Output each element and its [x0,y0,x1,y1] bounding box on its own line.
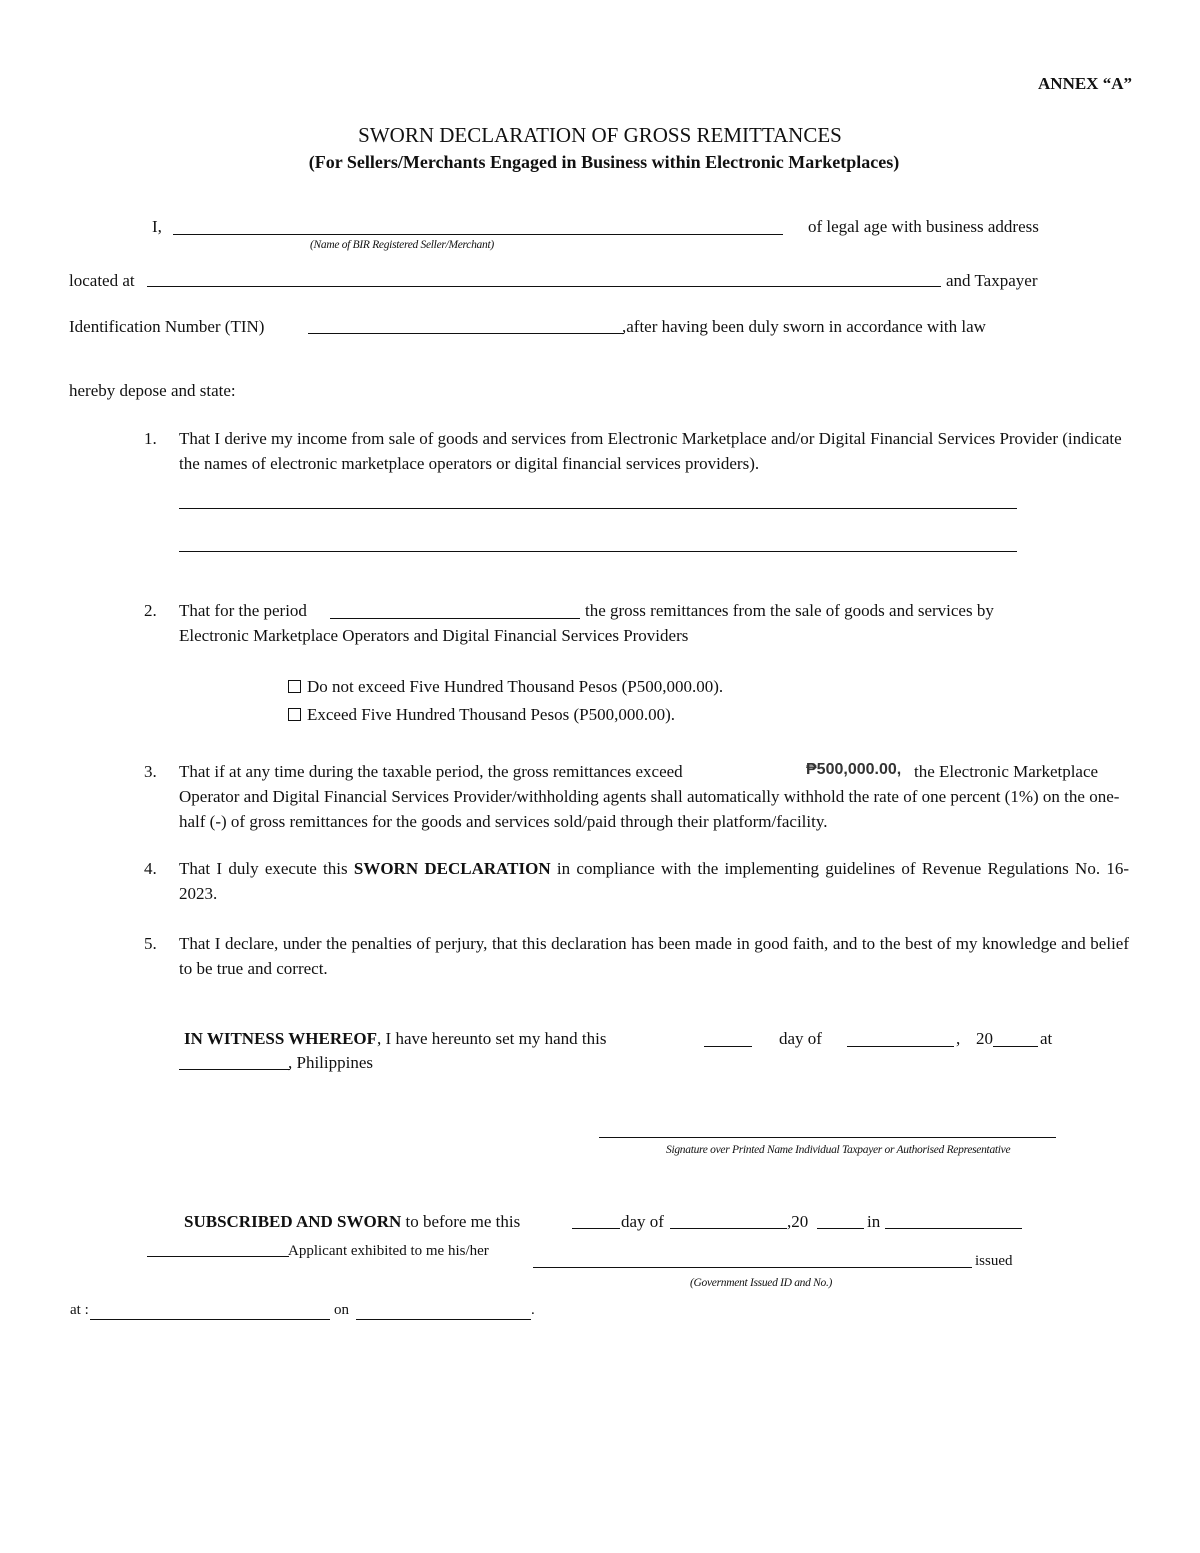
subscribed-in: in [867,1212,881,1231]
checkbox-icon[interactable] [288,680,301,693]
item-2-line2: Electronic Marketplace Operators and Digital Financial Services Providers [179,626,689,645]
subscribed-place-field[interactable] [885,1228,1022,1229]
witness-year-prefix: 20 [976,1029,993,1048]
option-not-exceed-label: Do not exceed Five Hundred Thousand Pesos (P500,000.00). [307,677,724,696]
subscribed-year-field[interactable] [817,1228,864,1229]
business-address-field[interactable] [147,286,941,287]
subscribed-day-field[interactable] [572,1228,620,1229]
item-3-text: Operator and Digital Financial Services Provider/withholding agents shall automatically withhold the rate of one percent (1%) on the one-half (-) of gross remittances for the goods and services sold/paid through their platform/facility. [179,787,1120,831]
witness-day-field[interactable] [704,1046,752,1047]
item-4-text: That I duly execute this SWORN DECLARATION in compliance with the implementing guidelines of Revenue Regulations No. 16-2023. [179,859,1130,903]
item-2-prefix: That for the period [179,601,307,620]
legal-age-text: of legal age with business address [808,217,1039,236]
annex-label: ANNEX “A” [1038,74,1132,93]
item-3-number: 3. [144,762,157,781]
document-title: SWORN DECLARATION OF GROSS REMITTANCES [358,123,842,147]
witness-day-of: day of [779,1029,822,1048]
government-id-field[interactable] [533,1267,972,1268]
item-3-suffix: the Electronic Marketplace [914,762,1099,781]
witness-at: at [1040,1029,1053,1048]
marketplace-names-field-2[interactable] [179,551,1017,552]
checkbox-icon[interactable] [288,708,301,721]
item-1-number: 1. [144,429,157,448]
option-exceed[interactable] [288,705,675,725]
period-field[interactable] [330,618,580,619]
depose-text: hereby depose and state: [69,381,236,400]
located-at-label: located at [69,271,135,290]
witness-year-field[interactable] [993,1046,1038,1047]
witness-text: IN WITNESS WHEREOF, I have hereunto set my hand this [184,1029,607,1048]
item-4-number: 4. [144,859,157,878]
subscribed-day-of: day of [621,1212,664,1231]
applicant-name-field[interactable] [147,1256,289,1257]
witness-comma: , [956,1029,961,1048]
subscribed-comma-20: ,20 [787,1212,809,1231]
tin-field[interactable] [308,333,624,334]
item-3-amount: ₱500,000.00, [806,761,902,778]
issued-on-field[interactable] [356,1319,531,1320]
witness-place-field[interactable] [179,1069,290,1070]
applicant-text: Applicant exhibited to me his/her [288,1243,489,1259]
i-label: I, [152,217,162,236]
witness-philippines: , Philippines [288,1053,374,1072]
marketplace-names-field-1[interactable] [179,508,1017,509]
and-taxpayer-text: and Taxpayer [946,271,1038,290]
item-5-text: That I declare, under the penalties of perjury, that this declaration has been made in good faith, and to the best of my knowledge and belief to be true and correct. [179,934,1129,978]
at-label: at : [70,1302,89,1318]
government-id-caption: (Government Issued ID and No.) [690,1277,833,1289]
witness-month-field[interactable] [847,1046,954,1047]
seller-name-field[interactable] [173,234,783,235]
option-not-exceed[interactable] [288,677,723,697]
item-2-number: 2. [144,601,157,620]
issued-at-field[interactable] [90,1319,330,1320]
after-sworn-text: ,after having been duly sworn in accordance with law [622,317,986,336]
item-1-text: That I derive my income from sale of goods and services from Electronic Marketplace and/or Digital Financial Services Provider (indicate the names of electronic marketplace operators or digital financial services providers). [179,429,1122,473]
seller-name-caption: (Name of BIR Registered Seller/Merchant) [310,239,494,251]
signature-field[interactable] [599,1137,1056,1138]
document-subtitle: (For Sellers/Merchants Engaged in Business within Electronic Marketplaces) [308,152,900,172]
subscribed-month-field[interactable] [670,1228,787,1229]
item-5-number: 5. [144,934,157,953]
subscribed-text: SUBSCRIBED AND SWORN to before me this [184,1212,521,1231]
signature-caption: Signature over Printed Name Individual Taxpayer or Authorised Representative [666,1144,1011,1156]
tin-label: Identification Number (TIN) [69,317,265,336]
item-3-prefix: That if at any time during the taxable period, the gross remittances exceed [179,762,683,781]
on-label: on [334,1302,349,1318]
final-period: . [531,1302,535,1318]
option-exceed-label: Exceed Five Hundred Thousand Pesos (P500,000.00). [307,705,675,724]
item-2-suffix: the gross remittances from the sale of goods and services by [585,601,994,620]
issued-text: issued [975,1253,1013,1269]
